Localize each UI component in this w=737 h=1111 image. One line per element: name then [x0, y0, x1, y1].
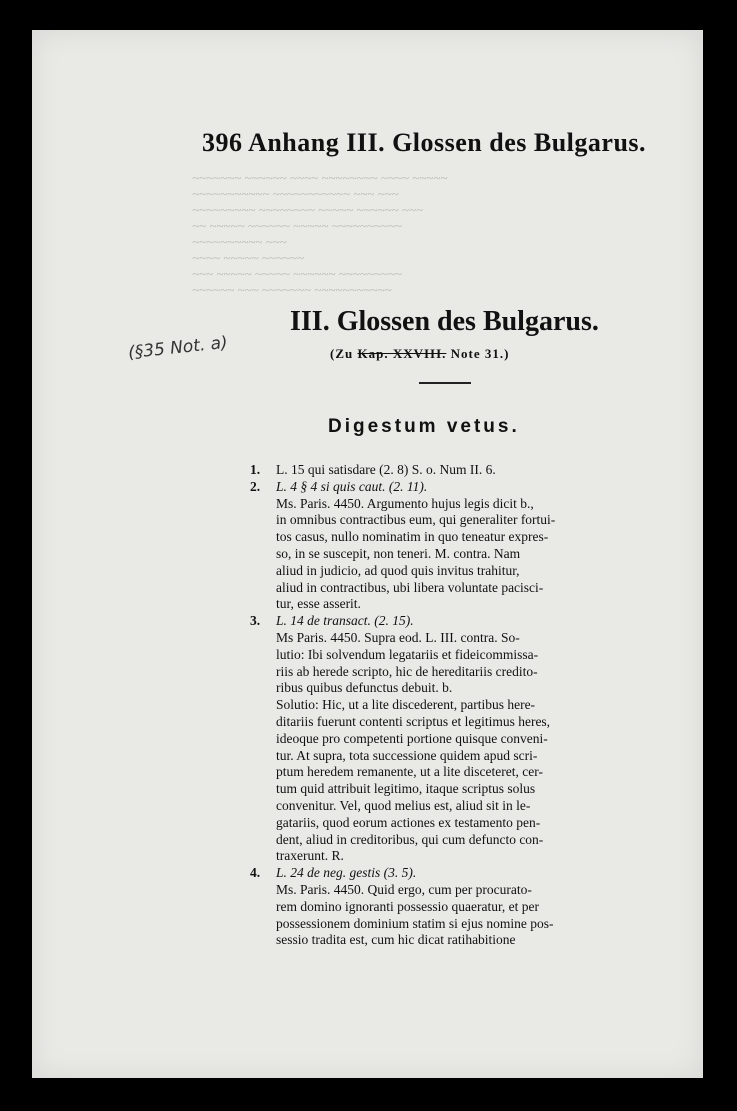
entry-number: 1.	[250, 462, 261, 477]
entry-line: convenitur. Vel, quod melius est, aliud sit in le-	[276, 797, 531, 813]
gloss-entry	[250, 479, 650, 613]
entry-citation: L. 14 de transact. (2. 15).	[276, 613, 414, 629]
entry-line: Ms. Paris. 4450. Quid ergo, cum per procurato-	[276, 881, 532, 897]
entry-citation: L. 24 de neg. gestis (3. 5).	[276, 865, 417, 881]
ref-struck: Kap. XXVIII.	[357, 346, 447, 361]
ref-prefix: (Zu	[330, 346, 354, 361]
entry-line: ptum heredem remanente, ut a lite disceteret, cer-	[276, 764, 543, 780]
entry-line: ribus quibus defunctus debuit. b.	[276, 680, 453, 696]
handwritten-margin-note: (§35 Not. a)	[127, 332, 229, 364]
entry-line: so, in se suscepit, non teneri. M. contra. Nam	[276, 545, 521, 561]
entry-line: Solutio: Hic, ut a lite discederent, partibus here-	[276, 697, 536, 713]
entry-number: 3.	[250, 613, 261, 629]
entry-line: aliud in judicio, ad quod quis invitus trahitur,	[276, 562, 520, 578]
entry-line: Ms Paris. 4450. Supra eod. L. III. contra. So-	[276, 629, 520, 645]
entry-line: traxerunt. R.	[276, 848, 344, 864]
entry-line: rem domino ignoranti possessio quaeratur, et per	[276, 898, 540, 914]
entry-number: 4.	[250, 865, 261, 881]
book-page	[32, 30, 703, 1078]
entry-line: tur, esse asserit.	[276, 596, 361, 612]
entry-line: sessio tradita est, cum hic dicat ratihabitione	[276, 932, 516, 948]
entry-line: tos casus, nullo nominatim in quo teneatur expres-	[276, 529, 549, 545]
gloss-entry	[250, 462, 650, 479]
running-head: 396 Anhang III. Glossen des Bulgarus.	[202, 128, 647, 157]
entry-line: possessionem dominium statim si ejus nomine pos-	[276, 915, 554, 931]
entry-line: ditariis fuerunt contenti scriptus et legitimus heres,	[276, 713, 551, 729]
section-reference	[330, 346, 510, 362]
entry-line: aliud in contractibus, ubi libera voluntate pacisci-	[276, 579, 544, 595]
gloss-entry	[250, 865, 650, 949]
entry-line: lutio: Ibi solvendum legatariis et fideicommissa-	[276, 646, 539, 662]
entry-line: tum quid attribuit legitimo, itaque scriptus solus	[276, 781, 536, 797]
entry-line: dent, aliud in creditoribus, qui cum defuncto con-	[276, 831, 544, 847]
entry-citation: L. 4 § 4 si quis caut. (2. 11).	[276, 478, 428, 494]
divider-rule	[419, 382, 471, 384]
gloss-entries	[250, 462, 650, 949]
bleed-through-block: ~~~~~~~ ~~~~~~ ~~~~ ~~~~~~~~ ~~~~ ~~~~~ ~~~~~~~~~~~ ~~~~~~~~~~~ ~~~ ~~~ ~~~~~~~~~ ~~~~~~~~ ~~~~~ ~~~~~~ ~~~ ~~ ~~~~~ ~~~~~~ ~~~~~ ~~~~~~~~~~ ~~~~~~~~~~ ~~~ ~~~~ ~~~~~ ~~~~~~ ~~~ ~~~~~ ~~~~~ ~~~~~~ ~~~~~~~~~ ~~~~~~ ~~~ ~~~~~~~ ~~~~~~~~~~~	[192, 170, 448, 297]
entry-line: riis ab herede scripto, hic de hereditariis credito-	[276, 663, 538, 679]
gloss-entry	[250, 613, 650, 865]
entry-line: gatariis, quod eorum actiones ex testamento pen-	[276, 814, 541, 830]
entry-line: L. 15 qui satisdare (2. 8) S. o. Num II. 6.	[276, 462, 496, 477]
ref-note: Note 31.)	[450, 346, 510, 361]
subsection-title: Digestum vetus.	[328, 416, 520, 437]
entry-line: tur. At supra, tota successione quidem apud scri-	[276, 747, 538, 763]
section-title: III. Glossen des Bulgarus.	[290, 306, 599, 337]
entry-number: 2.	[250, 478, 261, 494]
entry-line: Ms. Paris. 4450. Argumento hujus legis dicit b.,	[276, 495, 534, 511]
entry-line: ideoque pro competenti portione quisque conveni-	[276, 730, 548, 746]
entry-line: in omnibus contractibus eum, qui generaliter fortui-	[276, 512, 556, 528]
